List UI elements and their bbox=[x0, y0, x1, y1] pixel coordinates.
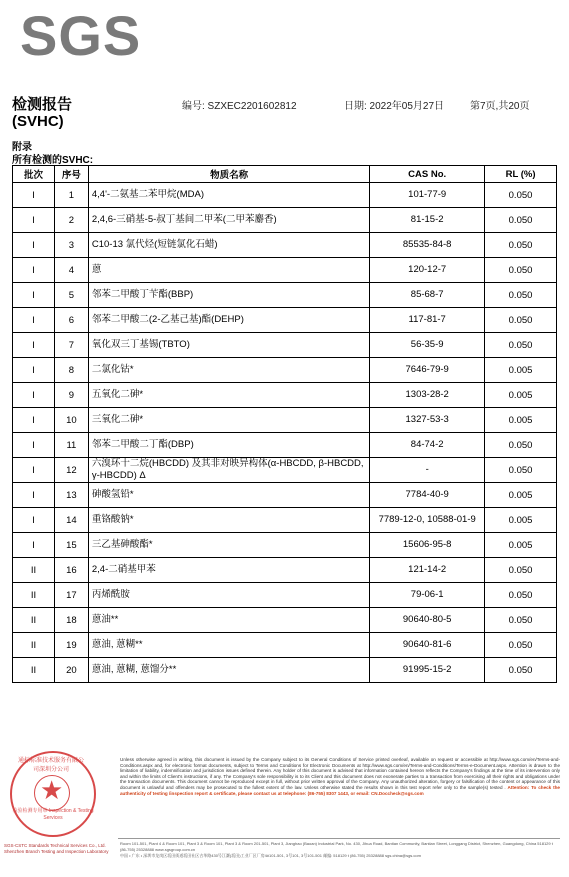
cell-batch: I bbox=[13, 333, 55, 358]
cell-number: 8 bbox=[54, 358, 88, 383]
cell-cas-number: - bbox=[370, 458, 485, 483]
table-row bbox=[13, 583, 557, 608]
cell-batch: I bbox=[13, 433, 55, 458]
report-number: 编号: SZXEC2201602812 bbox=[182, 101, 297, 112]
cell-reporting-limit: 0.050 bbox=[485, 458, 557, 483]
cell-reporting-limit: 0.050 bbox=[485, 433, 557, 458]
cell-number: 12 bbox=[54, 458, 88, 483]
cell-substance-name: 2,4,6-三硝基-5-叔丁基间二甲苯(二甲苯麝香) bbox=[88, 208, 369, 233]
cell-batch: I bbox=[13, 483, 55, 508]
cell-reporting-limit: 0.050 bbox=[485, 258, 557, 283]
cell-reporting-limit: 0.050 bbox=[485, 183, 557, 208]
cell-number: 13 bbox=[54, 483, 88, 508]
stamp-arc-text: 通标标准技术服务有限公司深圳分公司 bbox=[17, 758, 84, 773]
cell-reporting-limit: 0.050 bbox=[485, 658, 557, 683]
cell-substance-name: 重铬酸钠* bbox=[88, 508, 369, 533]
legal-disclaimer bbox=[120, 757, 560, 796]
cell-number: 16 bbox=[54, 558, 88, 583]
cell-reporting-limit: 0.050 bbox=[485, 333, 557, 358]
header-cas: CAS No. bbox=[370, 166, 485, 183]
cell-cas-number: 101-77-9 bbox=[370, 183, 485, 208]
report-title: 检测报告 bbox=[12, 96, 73, 113]
page-indicator: 第7页,共20页 bbox=[470, 101, 530, 112]
cell-reporting-limit: 0.050 bbox=[485, 608, 557, 633]
cell-batch: II bbox=[13, 558, 55, 583]
stamp-caption: SGS-CSTC Standards Technical Services Co., Ltd. Shenzhen Branch Testing and Inspection Laboratory bbox=[4, 843, 109, 854]
cell-substance-name: 丙烯酰胺 bbox=[88, 583, 369, 608]
cell-reporting-limit: 0.050 bbox=[485, 283, 557, 308]
legal-text: Unless otherwise agreed in writing, this document is issued by the Company subject to its General Conditions of Service printed overleaf, available on request or accessible at http://www.sgs.com/en/Terms-and-Conditions.aspx and, for electronic format documents, subject to Terms and Conditions for Electronic Documents at http://www.sgs.com/en/Terms-and-Conditions/Terms-e-Document.aspx. Attention is drawn to the limitation of liability, indemnification and jurisdiction issues defined therein. Any holder of this document is advised that information contained hereon reflects the Company's findings at the time of its intervention only and within the limits of Client's instructions, if any. The Company's sole responsibility is to its Client and this document does not exonerate parties to a transaction from exercising all their rights and obligations under the transaction documents. This document cannot be reproduced except in full, without prior written approval of the Company. Any unauthorized alteration, forgery or falsification of the content or appearance of this document is unlawful and offenders may be prosecuted to the fullest extent of the law. Unless otherwise stated the results shown in this test report refer only to the sample(s) tested . bbox=[120, 757, 560, 790]
cell-cas-number: 91995-15-2 bbox=[370, 658, 485, 683]
cell-cas-number: 90640-81-6 bbox=[370, 633, 485, 658]
svhc-table bbox=[12, 165, 557, 683]
cell-number: 11 bbox=[54, 433, 88, 458]
table-row bbox=[13, 558, 557, 583]
stamp-mid-text: 检验检测专用章 Inspection & Testing Services bbox=[12, 808, 94, 821]
cell-cas-number: 85535-84-8 bbox=[370, 233, 485, 258]
table-row bbox=[13, 183, 557, 208]
cell-cas-number: 1327-53-3 bbox=[370, 408, 485, 433]
cell-substance-name: 蒽 bbox=[88, 258, 369, 283]
cell-batch: I bbox=[13, 533, 55, 558]
cell-batch: I bbox=[13, 258, 55, 283]
cell-number: 19 bbox=[54, 633, 88, 658]
cell-batch: I bbox=[13, 308, 55, 333]
cell-cas-number: 85-68-7 bbox=[370, 283, 485, 308]
table-row bbox=[13, 283, 557, 308]
cell-number: 17 bbox=[54, 583, 88, 608]
table-header-row bbox=[13, 166, 557, 183]
table-row bbox=[13, 508, 557, 533]
footer bbox=[0, 745, 569, 877]
table-row bbox=[13, 608, 557, 633]
table-row bbox=[13, 208, 557, 233]
cell-batch: II bbox=[13, 583, 55, 608]
cell-batch: I bbox=[13, 408, 55, 433]
cell-batch: I bbox=[13, 458, 55, 483]
cell-batch: I bbox=[13, 233, 55, 258]
cell-batch: II bbox=[13, 633, 55, 658]
table-row bbox=[13, 233, 557, 258]
cell-number: 5 bbox=[54, 283, 88, 308]
cell-cas-number: 79-06-1 bbox=[370, 583, 485, 608]
cell-substance-name: 二氯化钴* bbox=[88, 358, 369, 383]
table-row bbox=[13, 333, 557, 358]
cell-number: 2 bbox=[54, 208, 88, 233]
cell-cas-number: 7789-12-0, 10588-01-9 bbox=[370, 508, 485, 533]
report-subtitle: (SVHC) bbox=[12, 113, 64, 130]
cell-cas-number: 7784-40-9 bbox=[370, 483, 485, 508]
cell-reporting-limit: 0.005 bbox=[485, 408, 557, 433]
report-date: 日期: 2022年05月27日 bbox=[344, 101, 445, 112]
cell-substance-name: 邻苯二甲酸二(2-乙基己基)酯(DEHP) bbox=[88, 308, 369, 333]
cell-substance-name: 邻苯二甲酸二丁酯(DBP) bbox=[88, 433, 369, 458]
sgs-logo: SGS bbox=[20, 4, 142, 67]
header-rl: RL (%) bbox=[485, 166, 557, 183]
cell-substance-name: 三氧化二砷* bbox=[88, 408, 369, 433]
cell-substance-name: 砷酸氢铅* bbox=[88, 483, 369, 508]
cell-batch: I bbox=[13, 383, 55, 408]
cell-number: 3 bbox=[54, 233, 88, 258]
table-row bbox=[13, 433, 557, 458]
cell-substance-name: 六溴环十二烷(HBCDD) 及其非对映异构体(α-HBCDD, β-HBCDD, γ-HBCDD) Δ bbox=[88, 458, 369, 483]
cell-substance-name: 氧化双三丁基锡(TBTO) bbox=[88, 333, 369, 358]
inspection-stamp bbox=[10, 751, 96, 837]
address-cn: 中国 • 广东 • 深圳市龙岗区坂田街道坂田社区吉华路430号江灏(坂田)工业厂区厂房4#101-501, 3号101, 3号101-501 邮编: 518129 t (86-755) 25328888 sgs.china@sgs.com bbox=[120, 853, 421, 858]
address-en: Room 101-501, Plant 4 & Room 101, Plant 3 & Room 101, Plant 3 & Room 201-501, Plant 3, Jianghao (Baoan) Industrial Park, No. 430, Jihua Road, Bantian Community, Bantian Street, Longgang District, Shenzhen, Guangdong, China 518129 t (86-755) 25328888 www.sgsgroup.com.cn bbox=[120, 841, 553, 852]
cell-substance-name: 邻苯二甲酸丁苄酯(BBP) bbox=[88, 283, 369, 308]
table-row bbox=[13, 383, 557, 408]
cell-reporting-limit: 0.005 bbox=[485, 358, 557, 383]
cell-cas-number: 117-81-7 bbox=[370, 308, 485, 333]
cell-cas-number: 90640-80-5 bbox=[370, 608, 485, 633]
authenticity-warning: Attention: To check the authenticity of testing /inspection report & certificate, please contact us at telephone: (86-755) 8307 1443, or email: CN.Doccheck@sgs.com bbox=[120, 784, 560, 796]
table-row bbox=[13, 658, 557, 683]
cell-substance-name: C10-13 氯代烃(短链氯化石蜡) bbox=[88, 233, 369, 258]
cell-number: 6 bbox=[54, 308, 88, 333]
cell-substance-name: 三乙基砷酸酯* bbox=[88, 533, 369, 558]
cell-reporting-limit: 0.005 bbox=[485, 483, 557, 508]
cell-cas-number: 15606-95-8 bbox=[370, 533, 485, 558]
cell-reporting-limit: 0.005 bbox=[485, 383, 557, 408]
cell-cas-number: 56-35-9 bbox=[370, 333, 485, 358]
cell-batch: I bbox=[13, 183, 55, 208]
cell-reporting-limit: 0.005 bbox=[485, 533, 557, 558]
cell-number: 15 bbox=[54, 533, 88, 558]
cell-batch: II bbox=[13, 608, 55, 633]
cell-number: 10 bbox=[54, 408, 88, 433]
cell-cas-number: 7646-79-9 bbox=[370, 358, 485, 383]
table-row bbox=[13, 308, 557, 333]
cell-cas-number: 84-74-2 bbox=[370, 433, 485, 458]
cell-number: 1 bbox=[54, 183, 88, 208]
cell-reporting-limit: 0.050 bbox=[485, 308, 557, 333]
table-row bbox=[13, 258, 557, 283]
cell-number: 18 bbox=[54, 608, 88, 633]
cell-batch: I bbox=[13, 508, 55, 533]
cell-substance-name: 五氧化二砷* bbox=[88, 383, 369, 408]
header-no: 序号 bbox=[54, 166, 88, 183]
cell-cas-number: 121-14-2 bbox=[370, 558, 485, 583]
star-icon: ★ bbox=[40, 775, 64, 805]
cell-substance-name: 蒽油, 蒽糊** bbox=[88, 633, 369, 658]
table-row bbox=[13, 408, 557, 433]
cell-batch: I bbox=[13, 283, 55, 308]
cell-number: 20 bbox=[54, 658, 88, 683]
footer-divider bbox=[118, 838, 560, 839]
table-row bbox=[13, 358, 557, 383]
table-row bbox=[13, 483, 557, 508]
cell-cas-number: 81-15-2 bbox=[370, 208, 485, 233]
cell-substance-name: 蒽油, 蒽糊, 蒽馏分** bbox=[88, 658, 369, 683]
cell-cas-number: 120-12-7 bbox=[370, 258, 485, 283]
cell-reporting-limit: 0.050 bbox=[485, 208, 557, 233]
cell-reporting-limit: 0.050 bbox=[485, 558, 557, 583]
cell-substance-name: 2,4-二硝基甲苯 bbox=[88, 558, 369, 583]
cell-batch: I bbox=[13, 358, 55, 383]
cell-number: 7 bbox=[54, 333, 88, 358]
appendix-label: 附录 bbox=[12, 142, 32, 153]
cell-batch: II bbox=[13, 658, 55, 683]
cell-reporting-limit: 0.050 bbox=[485, 633, 557, 658]
cell-substance-name: 蒽油** bbox=[88, 608, 369, 633]
cell-number: 9 bbox=[54, 383, 88, 408]
cell-number: 4 bbox=[54, 258, 88, 283]
cell-reporting-limit: 0.050 bbox=[485, 583, 557, 608]
table-row bbox=[13, 633, 557, 658]
header-substance: 物质名称 bbox=[88, 166, 369, 183]
header-batch: 批次 bbox=[13, 166, 55, 183]
cell-cas-number: 1303-28-2 bbox=[370, 383, 485, 408]
company-address bbox=[120, 841, 560, 859]
list-title: 所有检测的SVHC: bbox=[12, 155, 94, 166]
cell-reporting-limit: 0.050 bbox=[485, 233, 557, 258]
cell-batch: I bbox=[13, 208, 55, 233]
cell-reporting-limit: 0.005 bbox=[485, 508, 557, 533]
table-row bbox=[13, 458, 557, 483]
cell-number: 14 bbox=[54, 508, 88, 533]
table-row bbox=[13, 533, 557, 558]
cell-substance-name: 4,4'-二氨基二苯甲烷(MDA) bbox=[88, 183, 369, 208]
